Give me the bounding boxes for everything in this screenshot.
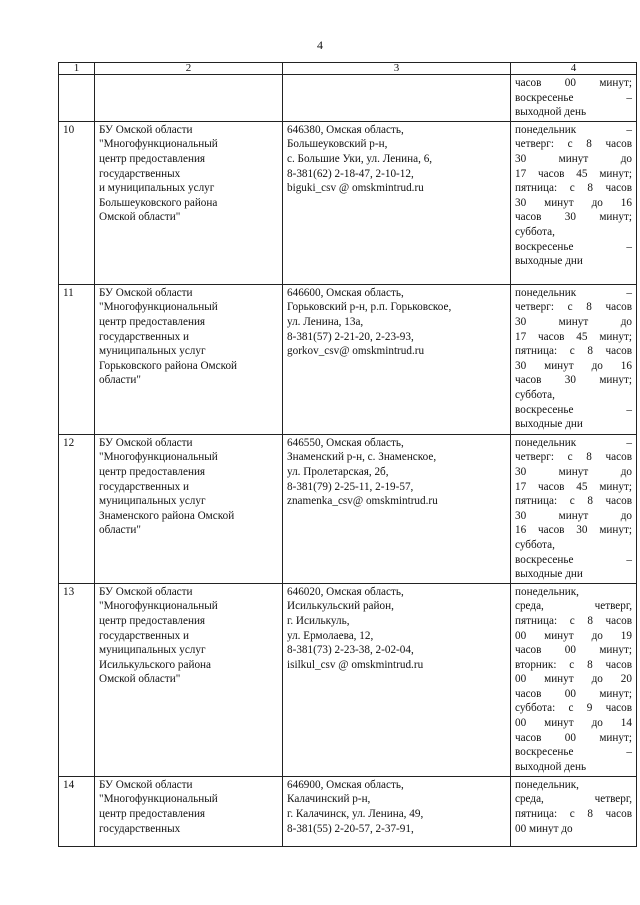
org-line: центр предоставления — [99, 315, 206, 328]
org-line: Большеуковского района — [99, 196, 218, 209]
org-line: муниципальных услуг — [99, 644, 206, 657]
table-row — [59, 121, 637, 284]
address-line: gorkov_csv@ omskmintrud.ru — [287, 345, 425, 358]
org-name-cell — [95, 284, 283, 434]
schedule-line: часов 00 минут; — [515, 687, 632, 700]
address-line: ул. Ермолаева, 12, — [287, 629, 374, 642]
schedule-line: понедельник – — [515, 436, 632, 449]
address-line: 8-381(55) 2-20-57, 2-37-91, — [287, 822, 414, 835]
schedule-line: четверг: с 8 часов — [515, 138, 632, 151]
org-line: области" — [99, 374, 141, 387]
header-cell: 3 — [283, 63, 511, 75]
table-row — [59, 776, 637, 846]
org-line: БУ Омской области — [99, 286, 193, 299]
schedule-line: часов 30 минут; — [515, 374, 632, 387]
header-cell: 2 — [95, 63, 283, 75]
address-line: Исилькульский район, — [287, 600, 394, 613]
page-number: 4 — [317, 38, 323, 52]
schedule-line: воскресенье – — [515, 553, 632, 566]
schedule-line: воскресенье – — [515, 240, 632, 253]
schedule-line: 30 минут до — [515, 152, 632, 165]
org-line: и муниципальных услуг — [99, 182, 215, 195]
org-line: Горьковского района Омской — [99, 359, 238, 372]
address-cell — [283, 284, 511, 434]
address-line: ул. Пролетарская, 2б, — [287, 465, 389, 478]
schedule-line: пятница: с 8 часов — [515, 807, 632, 820]
org-line: БУ Омской области — [99, 436, 193, 449]
org-line: Исилькульского района — [99, 658, 211, 671]
address-line: 646020, Омская область, — [287, 585, 404, 598]
schedule-line: часов 00 минут; — [515, 731, 632, 744]
address-line: Калачинский р-н, — [287, 793, 371, 806]
schedule-line: пятница: с 8 часов — [515, 614, 632, 627]
org-name-cell — [95, 776, 283, 846]
org-name-cell — [95, 434, 283, 583]
row-number: 11 — [59, 284, 95, 434]
schedule-line: 00 минут до 20 — [515, 673, 632, 686]
schedule-line: 17 часов 45 минут; — [515, 167, 632, 180]
table-row — [59, 583, 637, 776]
schedule-line: пятница: с 8 часов — [515, 495, 632, 508]
org-line: Знаменского района Омской — [99, 509, 235, 522]
schedule-line: суббота, — [515, 388, 555, 401]
schedule-line: 30 минут до — [515, 465, 632, 478]
row-number: 13 — [59, 583, 95, 776]
org-line: государственных и — [99, 330, 190, 343]
schedule-line: выходной день — [515, 760, 587, 773]
address-line: 646600, Омская область, — [287, 286, 404, 299]
schedule-line: суббота: с 9 часов — [515, 702, 632, 715]
schedule-cell — [511, 75, 637, 122]
org-name-cell — [95, 121, 283, 284]
org-line: центр предоставления — [99, 807, 206, 820]
address-line: biguki_csv @ omskmintrud.ru — [287, 182, 424, 195]
schedule-line: воскресенье – — [515, 403, 632, 416]
schedule-line: 00 минут до 14 — [515, 717, 632, 730]
schedule-line: 00 минут до — [515, 822, 573, 835]
address-line: Горьковский р-н, р.п. Горьковское, — [287, 301, 452, 314]
schedule-line: понедельник – — [515, 286, 632, 299]
org-line: муниципальных услуг — [99, 495, 206, 508]
org-name-cell — [95, 583, 283, 776]
org-line: области" — [99, 524, 141, 537]
org-line: "Многофункциональный — [99, 793, 218, 806]
schedule-line: 00 минут до 19 — [515, 629, 632, 642]
schedule-cell — [511, 434, 637, 583]
schedule-line: понедельник, — [515, 585, 579, 598]
schedule-cell — [511, 776, 637, 846]
schedule-line: вторник: с 8 часов — [515, 658, 632, 671]
schedule-cell — [511, 121, 637, 284]
address-line: 646550, Омская область, — [287, 436, 404, 449]
table-row — [59, 434, 637, 583]
org-line: муниципальных услуг — [99, 345, 206, 358]
schedule-line: четверг: с 8 часов — [515, 301, 632, 314]
schedule-line: выходные дни — [515, 255, 583, 268]
schedule-line: выходной день — [515, 106, 587, 119]
org-line: "Многофункциональный — [99, 138, 218, 151]
org-line: "Многофункциональный — [99, 600, 218, 613]
org-line: центр предоставления — [99, 465, 206, 478]
row-number: 10 — [59, 121, 95, 284]
address-cell — [283, 583, 511, 776]
table-row — [59, 284, 637, 434]
schedule-line: 30 минут до 16 — [515, 359, 632, 372]
org-line: БУ Омской области — [99, 585, 193, 598]
org-line: Омской области" — [99, 211, 181, 224]
schedule-line: выходные дни — [515, 418, 583, 431]
address-line: с. Большие Уки, ул. Ленина, 6, — [287, 152, 433, 165]
header-row — [59, 63, 637, 75]
schedule-line: выходные дни — [515, 568, 583, 581]
address-line: znamenka_csv@ omskmintrud.ru — [287, 495, 438, 508]
org-line: БУ Омской области — [99, 123, 193, 136]
org-line: государственных и — [99, 629, 190, 642]
schedule-line: среда, четверг, — [515, 600, 632, 613]
org-line: центр предоставления — [99, 614, 206, 627]
org-line: "Многофункциональный — [99, 301, 218, 314]
address-line: г. Исилькуль, — [287, 614, 350, 627]
schedule-line: часов 00 минут; — [515, 644, 632, 657]
address-line: isilkul_csv @ omskmintrud.ru — [287, 658, 424, 671]
org-line: БУ Омской области — [99, 778, 193, 791]
address-cell — [283, 776, 511, 846]
org-line: "Многофункциональный — [99, 451, 218, 464]
schedule-line: воскресенье – — [515, 746, 632, 759]
address-line: 8-381(73) 2-23-38, 2-02-04, — [287, 644, 414, 657]
address-line: 8-381(79) 2-25-11, 2-19-57, — [287, 480, 414, 493]
schedule-cell — [511, 284, 637, 434]
schedule-line: суббота, — [515, 225, 555, 238]
org-line: государственных — [99, 822, 181, 835]
org-line: государственных — [99, 167, 181, 180]
address-line: 646900, Омская область, — [287, 778, 404, 791]
schedule-line: четверг: с 8 часов — [515, 451, 632, 464]
schedule-line: 17 часов 45 минут; — [515, 330, 632, 343]
schedule-line: пятница: с 8 часов — [515, 182, 632, 195]
address-line: г. Калачинск, ул. Ленина, 49, — [287, 807, 424, 820]
row-number: 14 — [59, 776, 95, 846]
address-cell — [283, 434, 511, 583]
schedule-line: пятница: с 8 часов — [515, 345, 632, 358]
header-cell: 1 — [59, 63, 95, 75]
schedule-line: 30 минут до — [515, 315, 632, 328]
schedule-line: часов 00 минут; — [515, 77, 632, 89]
row-number: 12 — [59, 434, 95, 583]
address-line: 8-381(57) 2-21-20, 2-23-93, — [287, 330, 414, 343]
schedule-line: понедельник, — [515, 778, 579, 791]
address-line: Знаменский р-н, с. Знаменское, — [287, 451, 437, 464]
address-cell — [283, 121, 511, 284]
schedule-line: 17 часов 45 минут; — [515, 480, 632, 493]
header-cell: 4 — [511, 63, 637, 75]
schedule-line: среда, четверг, — [515, 793, 632, 806]
address-line: 646380, Омская область, — [287, 123, 404, 136]
schedule-line: понедельник – — [515, 123, 632, 136]
schedule-line: 30 минут до — [515, 509, 632, 522]
org-line: Омской области" — [99, 673, 181, 686]
schedule-line: 16 часов 30 минут; — [515, 524, 632, 537]
address-line: ул. Ленина, 13а, — [287, 315, 364, 328]
schedule-line: суббота, — [515, 538, 555, 551]
address-line: Большеуковский р-н, — [287, 138, 388, 151]
continued-row — [59, 75, 637, 122]
org-line: государственных и — [99, 480, 190, 493]
address-line: 8-381(62) 2-18-47, 2-10-12, — [287, 167, 414, 180]
mfc-table — [58, 62, 637, 847]
schedule-line: часов 30 минут; — [515, 211, 632, 224]
org-line: центр предоставления — [99, 152, 206, 165]
schedule-cell — [511, 583, 637, 776]
schedule-line: 30 минут до 16 — [515, 196, 632, 209]
schedule-line: воскресенье – — [515, 91, 632, 104]
